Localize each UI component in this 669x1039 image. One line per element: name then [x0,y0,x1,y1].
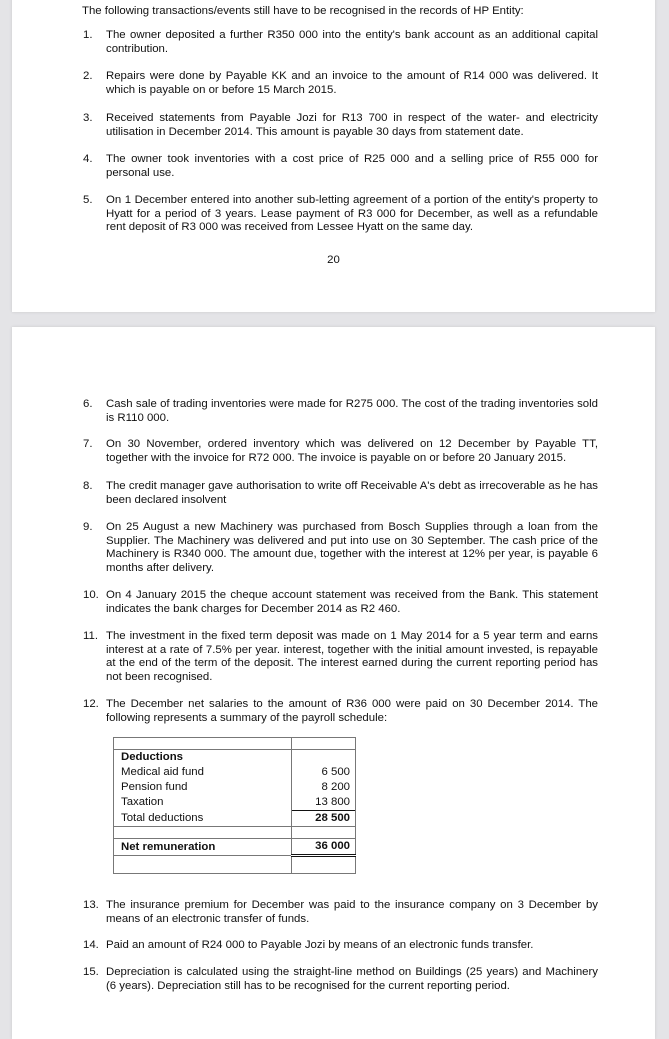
table-row [114,839,356,856]
table-row [114,780,356,795]
item-number: 8. [83,480,93,492]
item-number: 12. [83,698,99,710]
table-row [114,856,356,874]
item-text: The December net salaries to the amount of R36 000 were paid on 30 December 2014. The following represents a summary of the payroll schedule: [106,698,598,724]
deductions-heading: Deductions [114,750,292,766]
page-20 [12,0,655,312]
item-number: 1. [83,29,93,41]
item-number: 3. [83,112,93,124]
item-text: Received statements from Payable Jozi for R13 700 in respect of the water- and electricity utilisation in December 2014. This amount is payable 30 days from statement date. [106,112,598,138]
item-8 [12,480,655,507]
deduction-label: Pension fund [114,780,292,795]
deduction-amount: 6 500 [292,765,356,780]
item-5 [12,194,655,235]
deduction-amount: 13 800 [292,795,356,811]
item-10 [12,589,655,616]
page-number: 20 [327,254,340,266]
item-number: 2. [83,70,93,82]
table-row [114,795,356,811]
item-number: 7. [83,438,93,450]
item-text: Depreciation is calculated using the straight-line method on Buildings (25 years) and Machinery (6 years). Depreciation still has to be recognised for the current reporting period. [106,966,598,992]
item-6 [12,398,655,425]
table-row [114,738,356,750]
item-4 [12,153,655,180]
item-number: 14. [83,939,99,951]
item-9 [12,521,655,575]
item-1 [12,29,655,56]
item-3 [12,112,655,139]
net-remuneration-amount: 36 000 [292,839,356,856]
item-text: The credit manager gave authorisation to write off Receivable A's debt as irrecoverable as he has been declared insolvent [106,480,598,506]
item-text: The insurance premium for December was paid to the insurance company on 3 December by means of an electronic transfer of funds. [106,899,598,925]
deduction-label: Taxation [114,795,292,811]
table-row [114,750,356,766]
page-21 [12,327,655,1039]
item-text: On 25 August a new Machinery was purchased from Bosch Supplies through a loan from the Supplier. The Machinery was delivered and put into use on 30 September. The cash price of the Machinery is R340 000. The amount due, together with the interest at 12% per year, is payable 6 months after delivery. [106,521,598,574]
intro-heading: The following transactions/events still have to be recognised in the records of HP Entity: [82,5,524,17]
item-text: The owner deposited a further R350 000 into the entity's bank account as an additional capital contribution. [106,29,598,55]
item-13 [12,899,655,926]
deduction-amount: 8 200 [292,780,356,795]
item-11 [12,630,655,684]
table-row [114,827,356,839]
item-number: 10. [83,589,99,601]
table-row [114,765,356,780]
total-deductions-amount: 28 500 [292,811,356,827]
item-text: Paid an amount of R24 000 to Payable Jozi by means of an electronic funds transfer. [106,939,534,951]
item-text: On 4 January 2015 the cheque account statement was received from the Bank. This statement indicates the bank charges for December 2014 as R2 460. [106,589,598,615]
total-deductions-label: Total deductions [114,811,292,827]
item-text: On 1 December entered into another sub-letting agreement of a portion of the entity's property to Hyatt for a period of 3 years. Lease payment of R3 000 for December, as well as a refundable rent deposit of R3 000 was received from Lessee Hyatt on the same day. [106,194,598,233]
deduction-label: Medical aid fund [114,765,292,780]
item-number: 13. [83,899,99,911]
item-number: 9. [83,521,93,533]
item-number: 4. [83,153,93,165]
item-number: 15. [83,966,99,978]
payroll-table [113,737,356,874]
item-text: On 30 November, ordered inventory which was delivered on 12 December by Payable TT, together with the invoice for R72 000. The invoice is payable on or before 20 January 2015. [106,438,598,464]
item-text: Repairs were done by Payable KK and an invoice to the amount of R14 000 was delivered. It which is payable on or before 15 March 2015. [106,70,598,96]
item-text: The owner took inventories with a cost price of R25 000 and a selling price of R55 000 for personal use. [106,153,598,179]
item-15 [12,966,655,993]
item-number: 5. [83,194,93,206]
item-12 [12,698,655,725]
item-text: Cash sale of trading inventories were made for R275 000. The cost of the trading inventories sold is R110 000. [106,398,598,424]
item-2 [12,70,655,97]
item-text: The investment in the fixed term deposit was made on 1 May 2014 for a 5 year term and earns interest at a rate of 7.5% per year. interest, together with the initial amount invested, is repayable at the end of the term of the deposit. The interest earned during the current reporting period has not been recognised. [106,630,598,683]
net-remuneration-label: Net remuneration [114,839,292,856]
item-number: 11. [83,630,98,642]
item-7 [12,438,655,465]
table-row [114,811,356,827]
item-number: 6. [83,398,93,410]
item-14 [12,939,655,953]
